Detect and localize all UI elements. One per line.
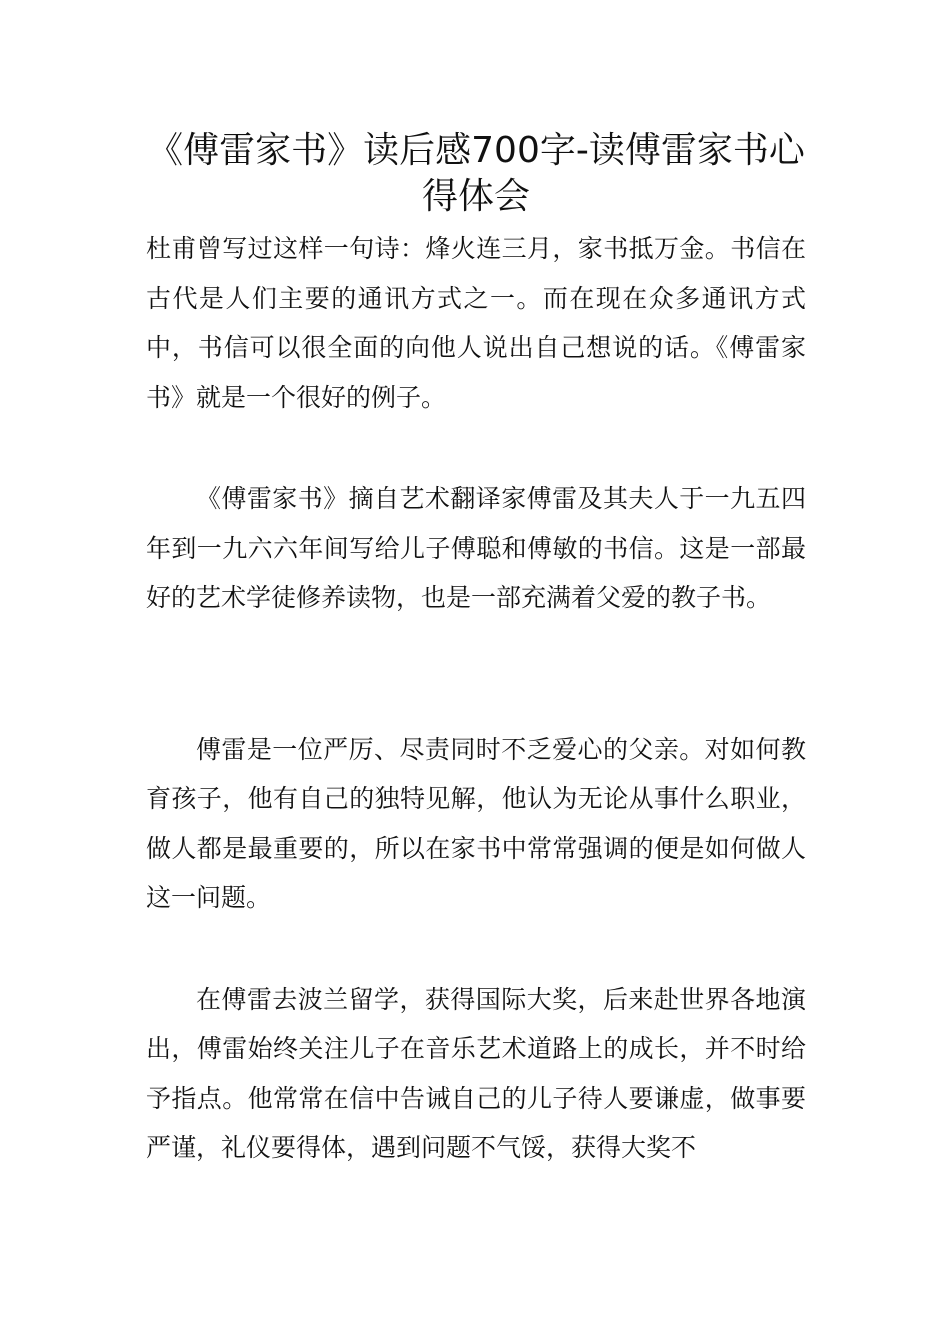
paragraph-spacer	[146, 923, 806, 975]
paragraph-spacer	[146, 422, 806, 474]
document-title: 《傅雷家书》读后感700字-读傅雷家书心得体会	[147, 130, 805, 217]
document-page	[146, 128, 806, 1173]
paragraph-1: 杜甫曾写过这样一句诗：烽火连三月，家书抵万金。书信在古代是人们主要的通讯方式之一。而在现在众多通讯方式中，书信可以很全面的向他人说出自己想说的话。《傅雷家书》就是一个很好的例子。	[146, 234, 806, 412]
paragraph-spacer	[146, 623, 806, 725]
document-body	[146, 224, 806, 1173]
paragraph-3: 傅雷是一位严厉、尽责同时不乏爱心的父亲。对如何教育孩子，他有自己的独特见解，他认为无论从事什么职业，做人都是最重要的，所以在家书中常常强调的便是如何做人这一问题。	[146, 734, 806, 912]
paragraph-4: 在傅雷去波兰留学，获得国际大奖，后来赴世界各地演出，傅雷始终关注儿子在音乐艺术道路上的成长，并不时给予指点。他常常在信中告诫自己的儿子待人要谦虚，做事要严谨，礼仪要得体，遇到问题不气馁，获得大奖不	[146, 984, 806, 1162]
paragraph-2: 《傅雷家书》摘自艺术翻译家傅雷及其夫人于一九五四年到一九六六年间写给儿子傅聪和傅敏的书信。这是一部最好的艺术学徒修养读物，也是一部充满着父爱的教子书。	[146, 484, 806, 612]
